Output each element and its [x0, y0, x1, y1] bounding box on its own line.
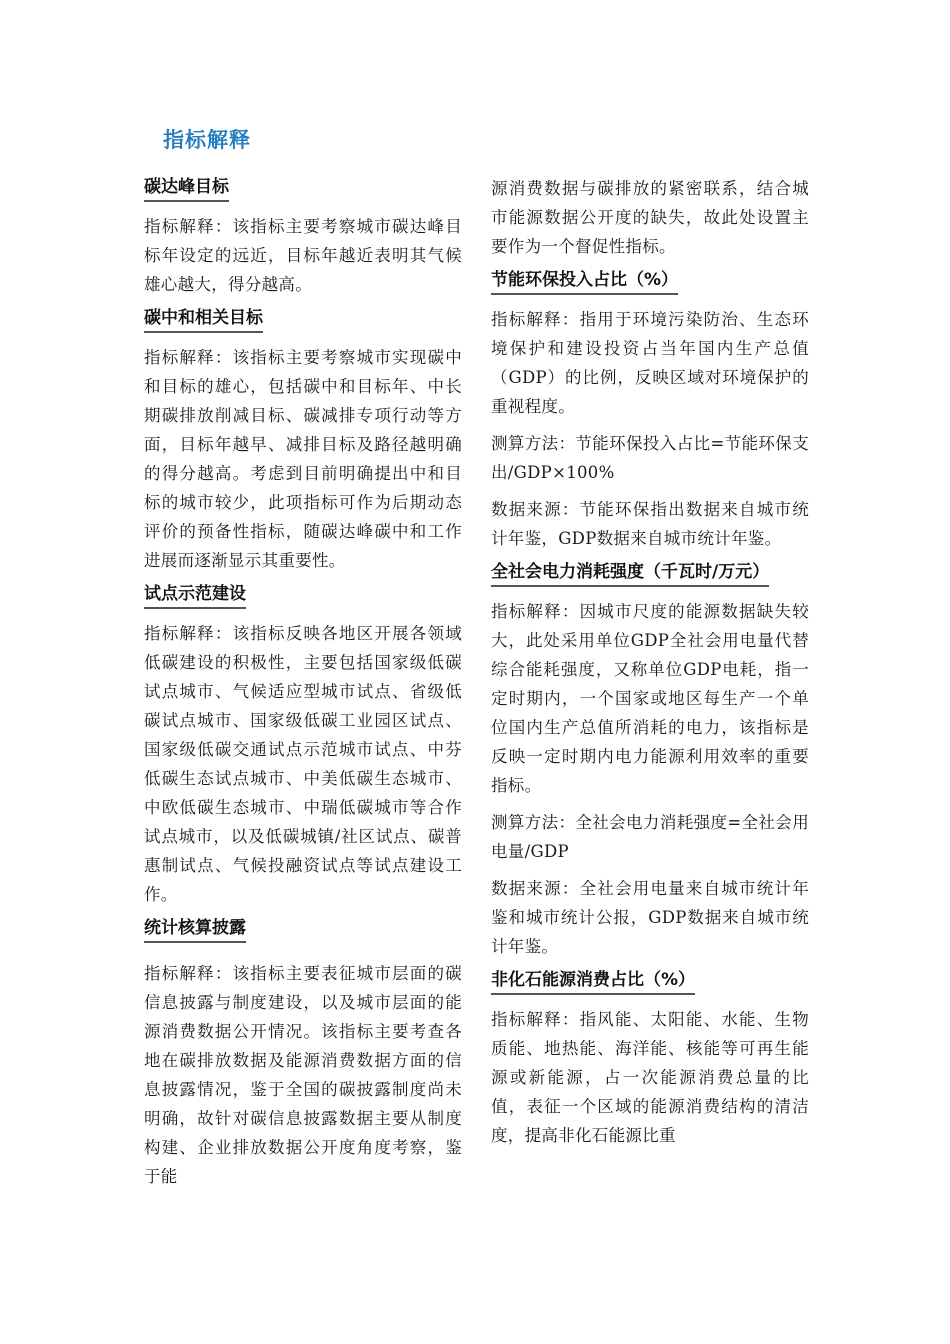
section-paragraph: 测算方法：节能环保投入占比=节能环保支出/GDP×100%	[491, 434, 809, 482]
section-paragraph: 指标解释：该指标主要表征城市层面的碳信息披露与制度建设，以及城市层面的能源消费数据公开情况。该指标主要考查各地在碳排放数据及能源消费数据方面的信息披露情况，鉴于全国的碳披露制度尚未明确，故针对碳信息披露数据主要从制度构建、企业排放数据公开度角度考察，鉴于能	[144, 964, 462, 1186]
section-heading: 全社会电力消耗强度（千瓦时/万元）	[491, 561, 769, 587]
section-electricity-intensity	[491, 561, 809, 961]
section-non-fossil-energy	[491, 969, 809, 1150]
section-paragraph: 指标解释：该指标主要考察城市实现碳中和目标的雄心，包括碳中和目标年、中长期碳排放削减目标、碳减排专项行动等方面，目标年越早、减排目标及路径越明确的得分越高。考虑到目前明确提出中和目标的城市较少，此项指标可作为后期动态评价的预备性指标，随碳达峰碳中和工作进展而逐渐显示其重要性。	[144, 348, 462, 570]
section-paragraph: 测算方法：全社会电力消耗强度=全社会用电量/GDP	[491, 813, 809, 861]
section-paragraph: 数据来源：节能环保指出数据来自城市统计年鉴，GDP数据来自城市统计年鉴。	[491, 500, 809, 548]
section-heading: 碳达峰目标	[144, 176, 229, 202]
section-carbon-peak-target	[144, 176, 462, 299]
section-carbon-neutral-target	[144, 307, 462, 575]
section-heading: 非化石能源消费占比（%）	[491, 969, 695, 995]
section-paragraph: 数据来源：全社会用电量来自城市统计年鉴和城市统计公报，GDP数据来自城市统计年鉴。	[491, 879, 809, 956]
left-column	[144, 176, 462, 1199]
section-heading: 碳中和相关目标	[144, 307, 263, 333]
section-energy-saving-investment	[491, 269, 809, 553]
section-pilot-demonstration	[144, 583, 462, 909]
section-heading: 试点示范建设	[144, 583, 246, 609]
section-heading: 统计核算披露	[144, 917, 246, 943]
section-paragraph: 指标解释：指风能、太阳能、水能、生物质能、地热能、海洋能、核能等可再生能源或新能源，占一次能源消费总量的比值，表征一个区域的能源消费结构的清洁度，提高非化石能源比重	[491, 1010, 809, 1145]
right-column	[491, 176, 809, 1158]
section-paragraph: 指标解释：该指标反映各地区开展各领域低碳建设的积极性，主要包括国家级低碳试点城市、气候适应型城市试点、省级低碳试点城市、国家级低碳工业园区试点、国家级低碳交通试点示范城市试点、中芬低碳生态试点城市、中美低碳生态城市、中欧低碳生态城市、中瑞低碳城市等合作试点城市，以及低碳城镇/社区试点、碳普惠制试点、气候投融资试点等试点建设工作。	[144, 624, 462, 904]
section-statistics-disclosure	[144, 917, 462, 1191]
section-paragraph: 指标解释：指用于环境污染防治、生态环境保护和建设投资占当年国内生产总值（GDP）的比例，反映区域对环境保护的重视程度。	[491, 310, 809, 416]
page-title: 指标解释	[163, 128, 251, 152]
continuation-paragraph: 源消费数据与碳排放的紧密联系，结合城市能源数据公开度的缺失，故此处设置主要作为一个督促性指标。	[491, 179, 809, 256]
section-paragraph: 指标解释：因城市尺度的能源数据缺失较大，此处采用单位GDP全社会用电量代替综合能耗强度，又称单位GDP电耗，指一定时期内，一个国家或地区每生产一个单位国内生产总值所消耗的电力，该指标是反映一定时期内电力能源利用效率的重要指标。	[491, 602, 809, 795]
section-paragraph: 指标解释：该指标主要考察城市碳达峰目标年设定的远近，目标年越近表明其气候雄心越大，得分越高。	[144, 217, 462, 294]
section-heading: 节能环保投入占比（%）	[491, 269, 678, 295]
